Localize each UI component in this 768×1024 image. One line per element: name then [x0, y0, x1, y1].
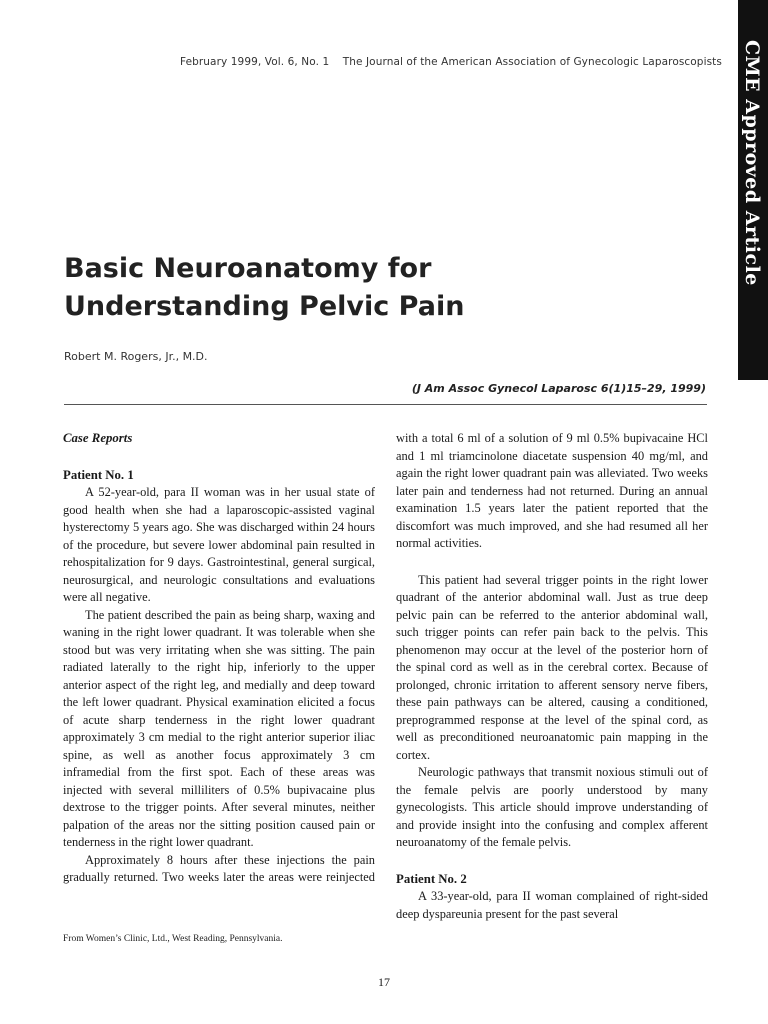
journal-name: The Journal of the American Association of Gynecologic Laparoscopists [342, 56, 722, 68]
affiliation-footnote: From Women’s Clinic, Ltd., West Reading, Pennsylvania. [63, 934, 283, 944]
patient-1-paragraph-4: This patient had several trigger points in the right lower quadrant of the anterior abdominal wall. Just as true deep pelvic pain can be referred to the anterior abdominal wall, such trigger points can refer pain back to the pelvis. This phenomenon may occur at the level of the posterior horn of the spinal cord as well as in the cerebral cortex. Because of prolonged, chronic irritation to afferent sensory nerve fibers, these pain pathways can be altered, causing a conditioned, preprogrammed response at the level of the spinal cord, as well as preconditioned neuroanatomic pain mapping in the cortex. [396, 572, 708, 762]
left-column [63, 430, 375, 887]
patient-1-paragraph-2: The patient described the pain as being sharp, waxing and waning in the right lower quadrant. It was tolerable when she stood but was very irritating when she was sitting. The pain radiated laterally to the right hip, inferiorly to the upper anterior aspect of the right leg, and medially and deep toward the left lower quadrant. Physical examination elicited a focus of acute sharp tenderness in the right lower quadrant approximately 3 cm medial to the right anterior superior iliac spine, as well as another focus approximately 3 cm inframedial from the first spot. Each of these areas was injected with several milliliters of 0.5% bupivacaine plus dextrose to the trigger points. After several minutes, neither palpation of the areas nor the sitting position caused pain or tenderness in the right lower quadrant. [63, 607, 375, 849]
patient-1-paragraph-5: Neurologic pathways that transmit noxious stimuli out of the female pelvis are poorly understood by many gynecologists. This article should improve understanding of and provide insight into the confusing and complex afferent neuroanatomy of the female pelvis. [396, 765, 708, 849]
patient-1-paragraph-1: A 52-year-old, para II woman was in her usual state of good health when she had a laparoscopic-assisted vaginal hysterectomy 5 years ago. She was discharged within 24 hours of the procedure, but severe lower abdominal pain resulted in rehospitalization for 9 days. Gastrointestinal, general surgical, neurosurgical, and neurologic consultations and evaluations were all negative. [63, 485, 375, 604]
article-title: Basic Neuroanatomy for Understanding Pelvic Pain [64, 253, 465, 322]
citation: (J Am Assoc Gynecol Laparosc 6(1)15–29, 1999) [411, 382, 706, 395]
patient-1-paragraph-3-continued: with a total 6 ml of a solution of 9 ml 0.5% bupivacaine HCl and 1 ml triamcinolone diacetate suspension 40 mg/ml, and again the right lower quadrant pain was alleviated. Two weeks later pain and tenderness had not returned. During an annual examination 1.5 years later the patient reported that the discomfort was much improved, and she had resumed all her normal activities. [396, 431, 708, 550]
right-column [396, 430, 708, 923]
patient-2-paragraph-1: A 33-year-old, para II woman complained of right-sided deep dyspareunia present for the past several [396, 889, 708, 921]
author-line: Robert M. Rogers, Jr., M.D. [64, 350, 208, 363]
patient-1-heading: Patient No. 1 [63, 467, 134, 482]
running-header [180, 56, 722, 68]
section-heading: Case Reports [63, 431, 133, 445]
patient-2-heading: Patient No. 2 [396, 871, 467, 886]
cme-side-tab [738, 0, 768, 380]
header-divider [64, 404, 707, 405]
patient-1-paragraph-3: Approximately 8 hours after these injections the pain gradually returned. Two weeks later the areas were reinjected [63, 852, 375, 884]
spacer [396, 852, 708, 871]
cme-label: CME Approved Article [741, 40, 763, 286]
issue-info: February 1999, Vol. 6, No. 1 [180, 56, 330, 68]
page-number: 17 [378, 975, 390, 989]
